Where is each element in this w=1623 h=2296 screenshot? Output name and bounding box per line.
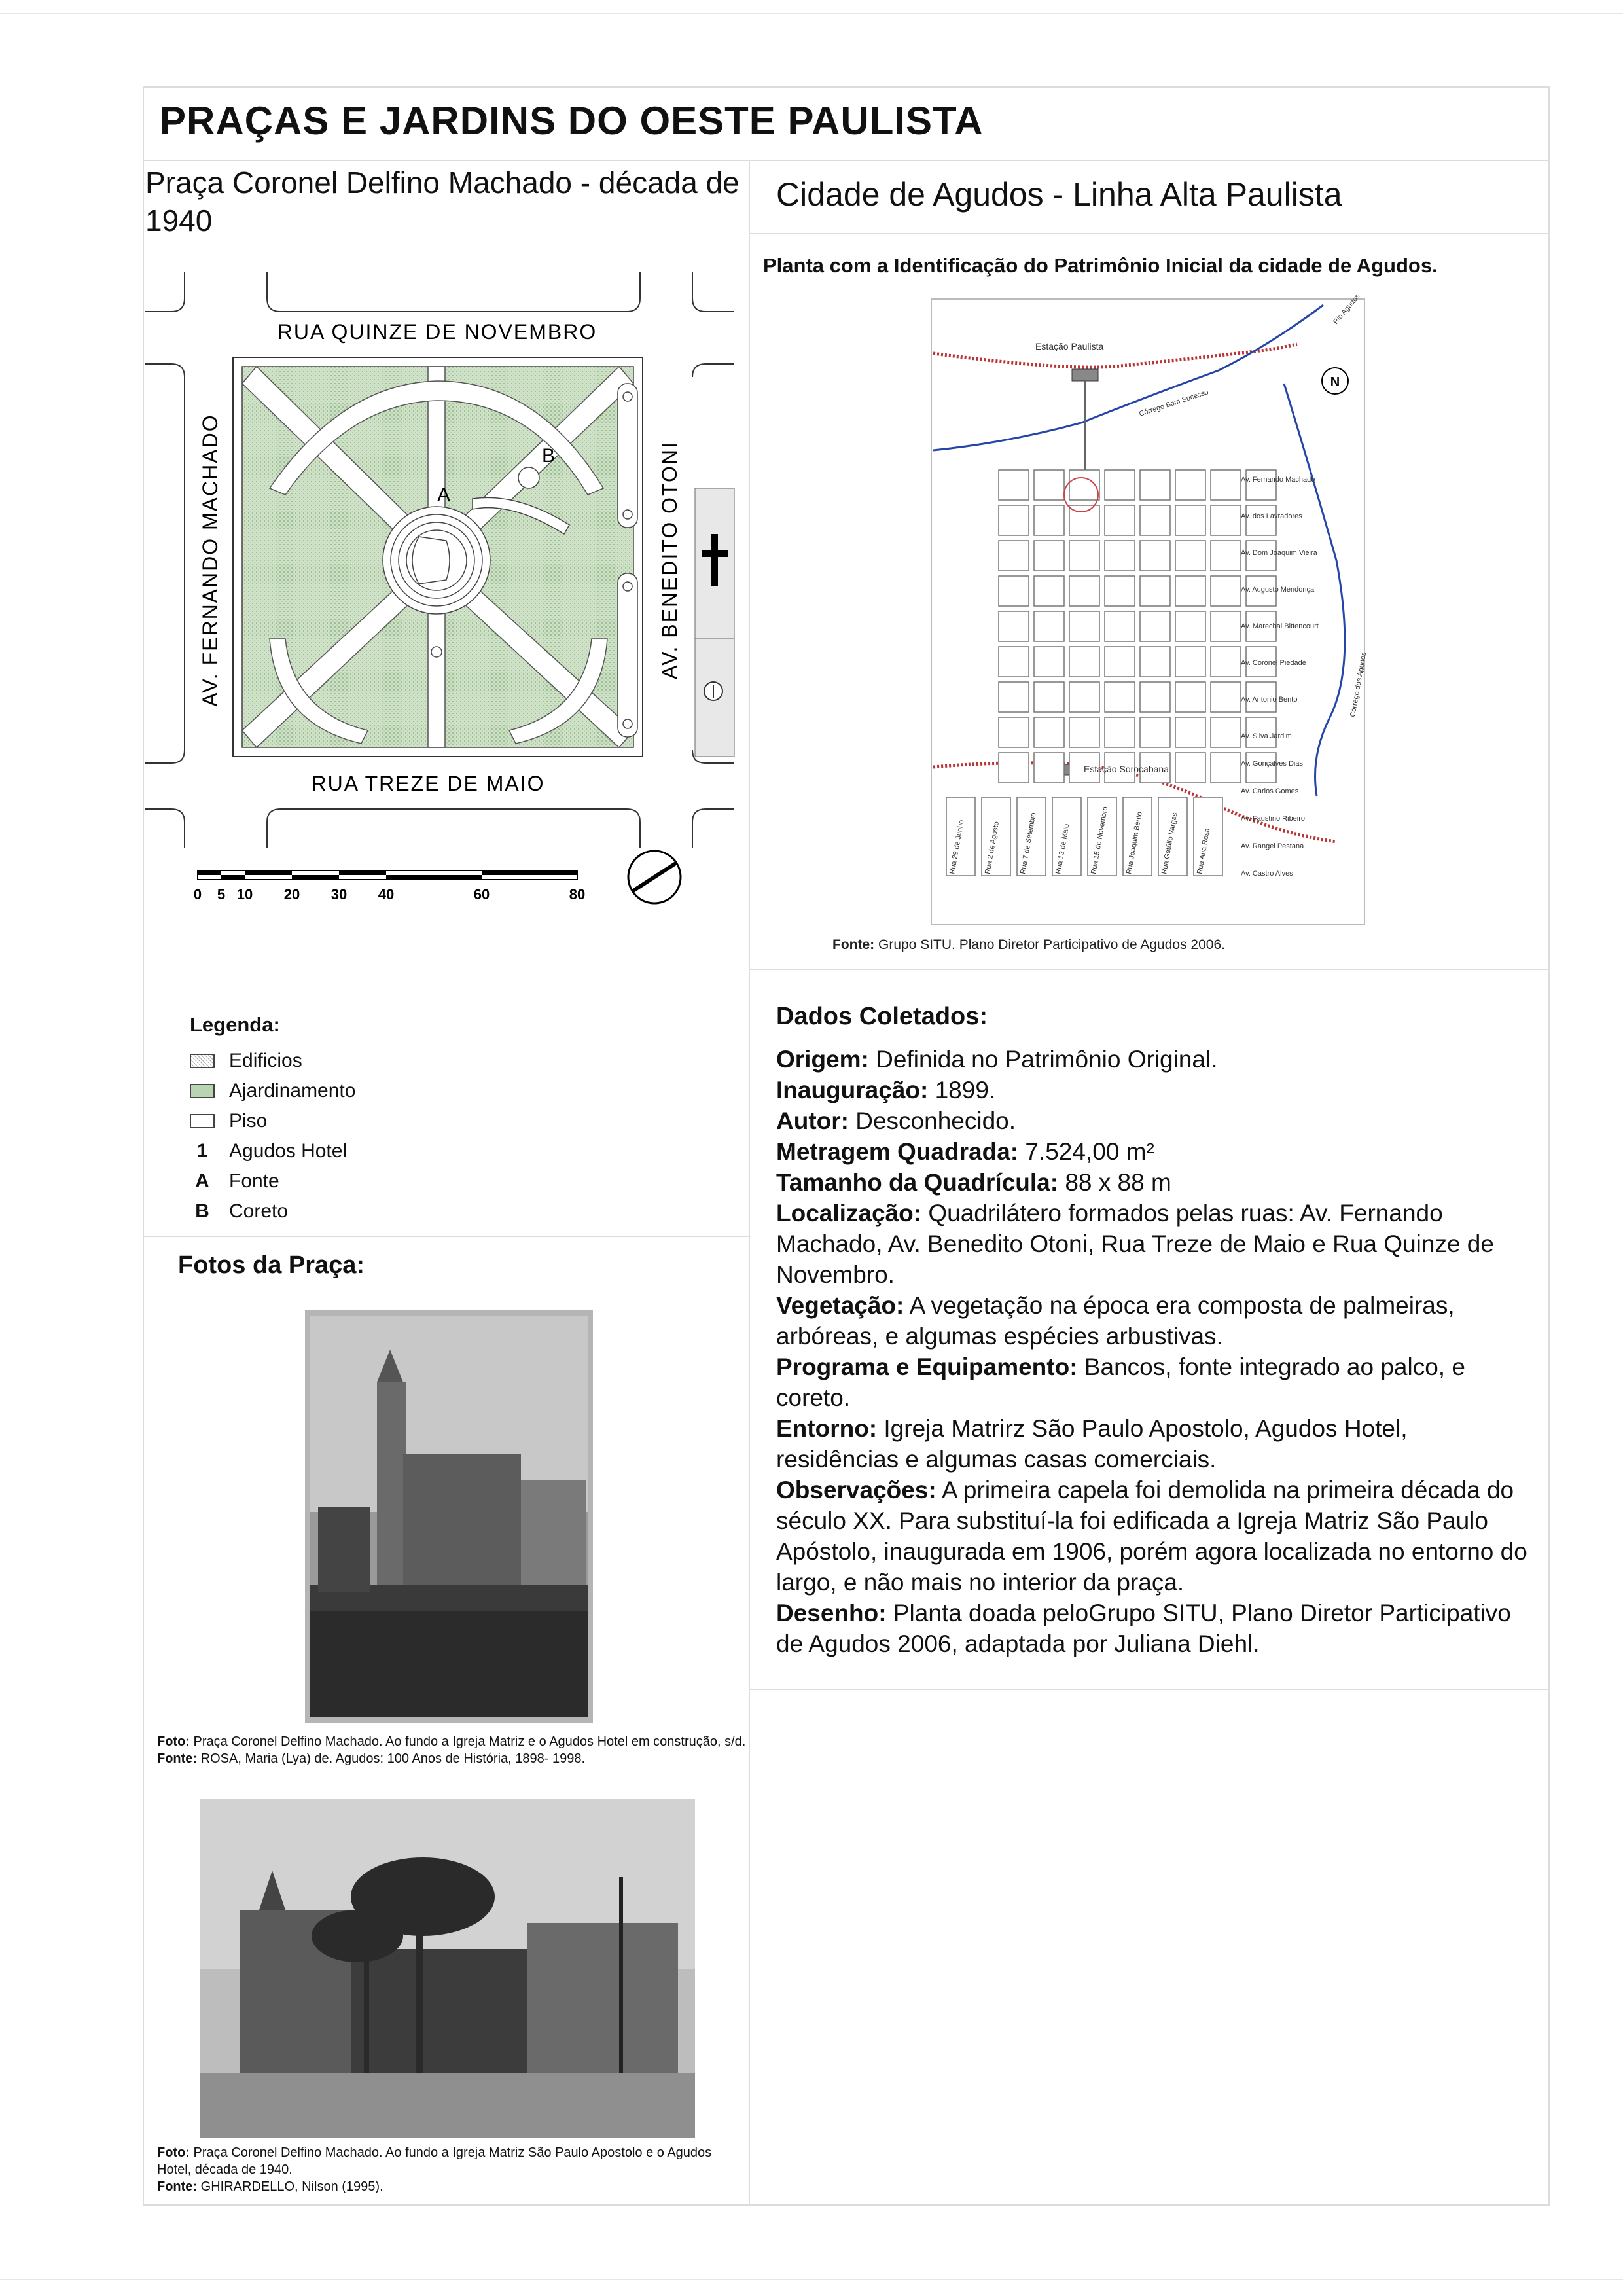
avenue-label: Av. Dom Joaquim Vieira (1241, 549, 1317, 557)
city-block (1211, 470, 1241, 500)
city-block (1069, 717, 1099, 747)
city-block (1105, 647, 1135, 677)
city-block (1034, 505, 1064, 535)
divider (143, 1236, 750, 1237)
city-block (1140, 682, 1170, 712)
city-block (1105, 611, 1135, 641)
city-block (1105, 541, 1135, 571)
city-block (1034, 647, 1064, 677)
avenue-label: Av. Antonio Bento (1241, 696, 1298, 704)
city-block (1034, 717, 1064, 747)
city-block (1175, 576, 1205, 606)
city-block (999, 576, 1029, 606)
city-block (1211, 505, 1241, 535)
city-block (1211, 611, 1241, 641)
avenue-label: Av. Silva Jardim (1241, 732, 1292, 740)
avenue-label: Av. Gonçalves Dias (1241, 760, 1303, 768)
collected-data (776, 1001, 1529, 1659)
avenue-label: Av. dos Lavradores (1241, 512, 1302, 520)
city-block (1140, 717, 1170, 747)
city-block (1211, 682, 1241, 712)
map-source: Fonte: Grupo SITU. Plano Diretor Participativo de Agudos 2006. (832, 937, 1225, 952)
data-row: Origem: Definida no Patrimônio Original. (776, 1046, 1218, 1073)
city-block (1069, 541, 1099, 571)
avenue-label: Av. Augusto Mendonça (1241, 586, 1315, 594)
city-block (1211, 647, 1241, 677)
city-block (1034, 753, 1064, 783)
street-label: Rua Joaquim Bento (1125, 811, 1144, 875)
street-bottom-label: RUA TREZE DE MAIO (311, 772, 545, 795)
avenue-label: Av. Faustino Ribeiro (1241, 815, 1306, 823)
city-block (1034, 541, 1064, 571)
station-bottom-label: Estação Sorocabana (1084, 764, 1169, 774)
data-row: Autor: Desconhecido. (776, 1107, 1016, 1134)
avenue-label: Av. Castro Alves (1241, 870, 1293, 878)
city-name: Cidade de Agudos - Linha Alta Paulista (776, 176, 1342, 213)
photo2-caption: Foto: Praça Coronel Delfino Machado. Ao fundo a Igreja Matriz São Paulo Apostolo e o Agudos Hotel, década de 1940. Fonte: GHIRARDELLO, Nilson (1995). (157, 2145, 712, 2194)
city-block (1069, 611, 1099, 641)
street-label: Rua Getúlio Vargas (1160, 812, 1179, 875)
historic-photo-church (305, 1310, 593, 1723)
city-block (1211, 541, 1241, 571)
street-label: Rua 2 de Agosto (984, 821, 1001, 875)
legend-item: B Coreto (195, 1200, 289, 1222)
city-block (1105, 717, 1135, 747)
street-label: Rua 15 de Novembro (1090, 806, 1110, 875)
city-block (1175, 647, 1205, 677)
city-block (1211, 576, 1241, 606)
divider (750, 233, 1550, 234)
data-row: Tamanho da Quadrícula: 88 x 88 m (776, 1169, 1171, 1196)
floor-swatch (190, 1114, 215, 1128)
avenue-label: Av. Coronel Piedade (1241, 659, 1306, 667)
divider (143, 160, 1550, 161)
scale-tick-labels (194, 886, 585, 903)
city-block (1069, 682, 1099, 712)
city-block (1211, 753, 1241, 783)
street-label: Rua Ana Rosa (1196, 827, 1212, 875)
city-block (999, 682, 1029, 712)
street-right-label: AV. BENEDITO OTONI (658, 441, 681, 679)
city-plan (931, 293, 1368, 925)
legend-item: A Fonte (195, 1170, 279, 1192)
photo1-caption: Foto: Praça Coronel Delfino Machado. Ao fundo a Igreja Matriz e o Agudos Hotel em construção, s/d. Fonte: ROSA, Maria (Lya) de. Agudos: 100 Anos de História, 1898- 1998. (157, 1734, 746, 1766)
city-block (999, 505, 1029, 535)
legend-item: Ajardinamento (190, 1076, 355, 1106)
city-block (1140, 576, 1170, 606)
stream-label: Córrego Bom Sucesso (1138, 388, 1210, 418)
city-block (1211, 717, 1241, 747)
divider (749, 160, 750, 2206)
data-row: Localização: Quadrilátero formados pelas ruas: Av. Fernando Machado, Av. Benedito Otoni, Rua Treze de Maio e Rua Quinze de Novembro. (776, 1200, 1494, 1288)
svg-text:60: 60 (473, 886, 490, 903)
legend-item: Piso (190, 1106, 355, 1136)
city-block (999, 541, 1029, 571)
street-top-label: RUA QUINZE DE NOVEMBRO (277, 320, 597, 344)
building-swatch (190, 1054, 215, 1068)
data-row: Entorno: Igreja Matrirz São Paulo Apostolo, Agudos Hotel, residências e algumas casas comerciais. (776, 1415, 1408, 1473)
city-block (1175, 682, 1205, 712)
svg-text:5: 5 (217, 886, 226, 903)
data-row: Vegetação: A vegetação na época era composta de palmeiras, arbóreas, e algumas espécies arbustivas. (776, 1292, 1455, 1350)
city-block (1175, 541, 1205, 571)
city-block (1069, 647, 1099, 677)
page-title: PRAÇAS E JARDINS DO OESTE PAULISTA (160, 99, 984, 143)
svg-text:10: 10 (236, 886, 253, 903)
city-block (1175, 753, 1205, 783)
collected-data-title: Dados Coletados: (776, 1003, 988, 1030)
city-block (1034, 576, 1064, 606)
data-row: Inauguração: 1899. (776, 1077, 996, 1103)
avenue-label: Av. Carlos Gomes (1241, 787, 1299, 795)
avenue-label: Av. Marechal Bittencourt (1241, 622, 1319, 630)
scale-bar (198, 870, 577, 880)
city-block (1069, 576, 1099, 606)
city-block (1140, 470, 1170, 500)
data-row: Observações: A primeira capela foi demolida na primeira década do século XX. Para substituí-la foi edificada a Igreja Matriz São Paulo Apóstolo, inaugurada em 1906, porém agora localizada no entorno do largo, e não mais no interior da praça. (776, 1477, 1527, 1596)
city-block (1175, 470, 1205, 500)
city-block (1034, 470, 1064, 500)
north-icon (1322, 368, 1348, 394)
city-block (999, 611, 1029, 641)
city-block (1034, 682, 1064, 712)
city-block (1175, 717, 1205, 747)
marker-a: A (437, 484, 451, 506)
data-row: Programa e Equipamento: Bancos, fonte integrado ao palco, e coreto. (776, 1354, 1465, 1411)
avenue-label: Av. Fernando Machado (1241, 476, 1315, 484)
north-arrow-icon (628, 851, 681, 903)
city-block (1140, 611, 1170, 641)
page-bottom-rule (0, 2279, 1623, 2280)
avenue-label: Av. Rangel Pestana (1241, 842, 1304, 850)
city-plan-caption: Planta com a Identificação do Patrimônio Inicial da cidade de Agudos. (763, 254, 1438, 277)
legend-item: Edificios (190, 1046, 355, 1076)
city-block (1034, 611, 1064, 641)
photos-title: Fotos da Praça: (178, 1251, 365, 1279)
city-block (1175, 611, 1205, 641)
city-block (1246, 505, 1276, 535)
svg-text:40: 40 (378, 886, 395, 903)
data-row: Desenho: Planta doada peloGrupo SITU, Plano Diretor Participativo de Agudos 2006, adaptada por Juliana Diehl. (776, 1600, 1511, 1657)
svg-text:0: 0 (193, 886, 202, 903)
city-block (1246, 753, 1276, 783)
street-label: Rua 29 de Junho (948, 819, 966, 875)
city-block (999, 717, 1029, 747)
city-block (1246, 470, 1276, 500)
svg-text:20: 20 (283, 886, 300, 903)
street-label: Rua 7 de Setembro (1019, 812, 1038, 875)
square-name: Praça Coronel Delfino Machado - década de 1940 (145, 166, 740, 238)
river-label: Rio Agudos (1332, 293, 1362, 326)
city-block (999, 470, 1029, 500)
city-block (1140, 541, 1170, 571)
divider (750, 969, 1550, 970)
svg-text:30: 30 (330, 886, 348, 903)
city-block (1105, 505, 1135, 535)
city-block (999, 647, 1029, 677)
station-top-label: Estação Paulista (1035, 341, 1104, 351)
street-left-label: AV. FERNANDO MACHADO (198, 414, 222, 707)
plaza-plan (145, 272, 734, 920)
legend-item: 1 Agudos Hotel (196, 1140, 348, 1162)
city-block (1140, 505, 1170, 535)
garden-swatch (190, 1084, 215, 1098)
city-block (999, 753, 1029, 783)
city-block (1105, 470, 1135, 500)
divider (750, 1689, 1550, 1690)
historic-photo-hotel (200, 1799, 695, 2138)
marker-b: B (541, 445, 556, 467)
page-top-rule (0, 13, 1623, 14)
svg-text:N: N (1330, 375, 1340, 389)
city-block (1175, 505, 1205, 535)
city-block (1105, 682, 1135, 712)
city-block (1105, 576, 1135, 606)
city-block (1140, 647, 1170, 677)
legend-title: Legenda: (190, 1013, 280, 1036)
svg-text:80: 80 (569, 886, 586, 903)
street-label: Rua 13 de Maio (1054, 823, 1071, 875)
data-row: Metragem Quadrada: 7.524,00 m² (776, 1138, 1154, 1165)
stream-right-label: Córrego dos Agudos (1349, 651, 1368, 718)
legend (190, 1013, 355, 1227)
